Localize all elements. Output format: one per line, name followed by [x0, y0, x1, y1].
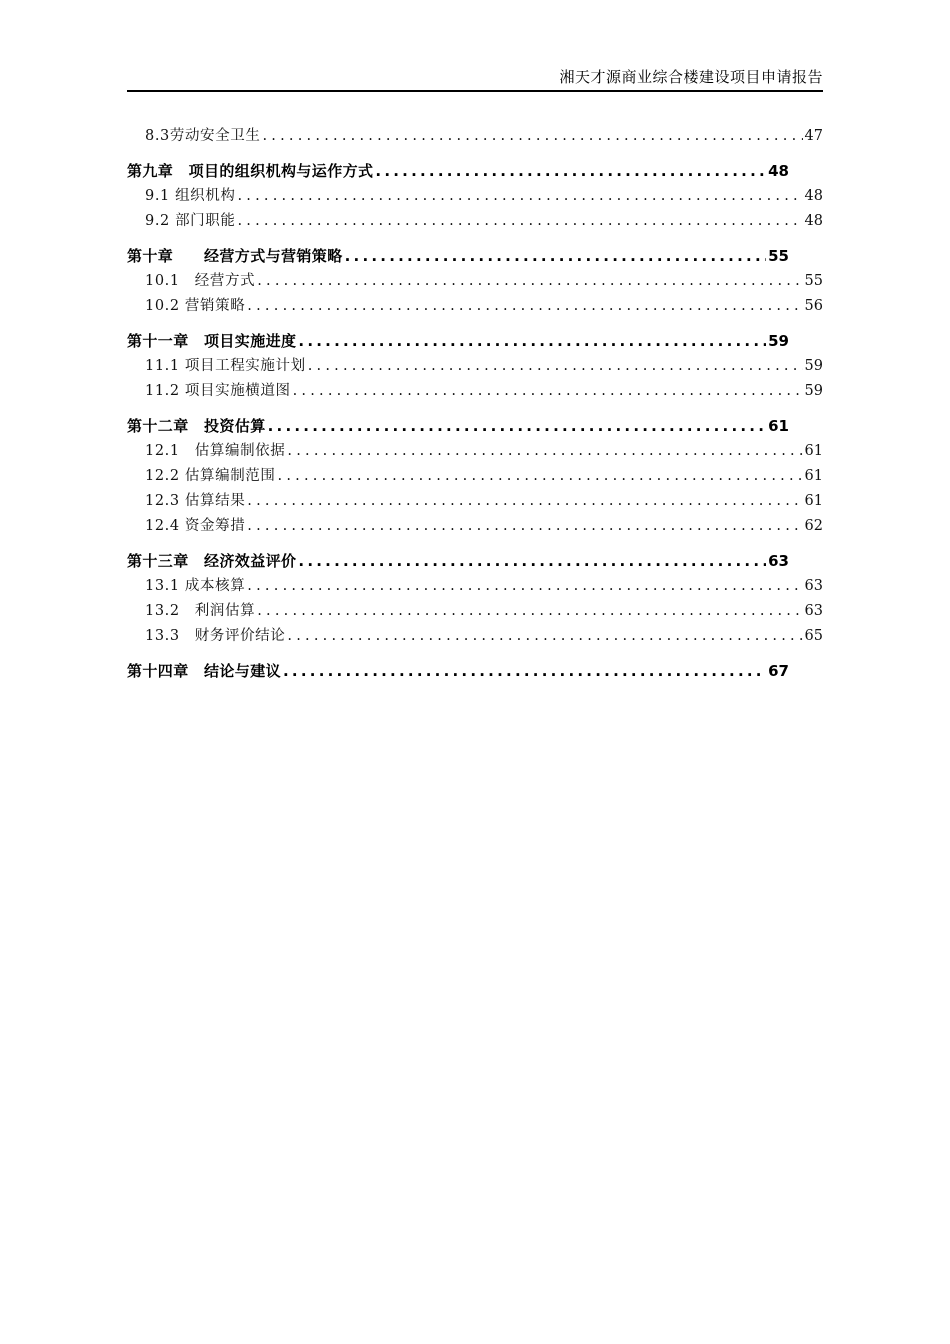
- toc-chapter-entry[interactable]: [127, 329, 789, 354]
- toc-entry-label: 第十一章 项目实施进度: [127, 332, 297, 350]
- toc-entry-label: 13.3 财务评价结论: [145, 628, 286, 644]
- toc-entry-label: 13.2 利润估算: [145, 603, 256, 619]
- toc-section-entry[interactable]: [145, 354, 823, 379]
- toc-entry-label: 10.1 经营方式: [145, 273, 256, 289]
- toc-section-entry[interactable]: [145, 124, 823, 149]
- toc-dot-leader: [247, 489, 802, 514]
- toc-entry-page-number: 61: [768, 417, 789, 435]
- toc-section-entry[interactable]: [145, 379, 823, 404]
- toc-entry-page-number: 56: [804, 298, 823, 314]
- toc-entry-page-number: 55: [804, 273, 823, 289]
- document-title: 湘天才源商业综合楼建设项目申请报告: [559, 68, 823, 86]
- toc-entry-label: 11.1 项目工程实施计划: [145, 358, 306, 374]
- toc-section-entry[interactable]: [145, 294, 823, 319]
- toc-dot-leader: [237, 184, 802, 209]
- toc-entry-label: 8.3劳动安全卫生: [145, 128, 261, 144]
- toc-entry-label: 第十三章 经济效益评价: [127, 552, 297, 570]
- toc-chapter-entry[interactable]: [127, 244, 789, 269]
- toc-entry-label: 第十四章 结论与建议: [127, 662, 282, 680]
- toc-section-entry[interactable]: [145, 489, 823, 514]
- toc-section-entry[interactable]: [145, 574, 823, 599]
- toc-dot-leader: [257, 599, 802, 624]
- toc-entry-label: 13.1 成本核算: [145, 578, 246, 594]
- toc-entry-page-number: 65: [804, 628, 823, 644]
- toc-section-entry[interactable]: [145, 209, 823, 234]
- toc-dot-leader: [298, 549, 766, 574]
- toc-dot-leader: [287, 624, 802, 649]
- toc-dot-leader: [257, 269, 802, 294]
- toc-dot-leader: [278, 464, 803, 489]
- toc-chapter-entry[interactable]: [127, 659, 789, 684]
- toc-entry-label: 10.2 营销策略: [145, 298, 246, 314]
- toc-entry-page-number: 59: [804, 383, 823, 399]
- toc-entry-label: 11.2 项目实施横道图: [145, 383, 291, 399]
- toc-entry-label: 12.1 估算编制依据: [145, 443, 286, 459]
- toc-entry-page-number: 47: [804, 128, 823, 144]
- toc-entry-page-number: 61: [804, 493, 823, 509]
- toc-dot-leader: [345, 244, 767, 269]
- toc-dot-leader: [287, 439, 802, 464]
- toc-entry-page-number: 62: [804, 518, 823, 534]
- toc-section-entry[interactable]: [145, 514, 823, 539]
- toc-chapter-entry[interactable]: [127, 414, 789, 439]
- toc-entry-page-number: 63: [768, 552, 789, 570]
- toc-entry-page-number: 59: [804, 358, 823, 374]
- toc-section-entry[interactable]: [145, 464, 823, 489]
- toc-dot-leader: [262, 124, 802, 149]
- toc-dot-leader: [237, 209, 802, 234]
- toc-dot-leader: [308, 354, 803, 379]
- toc-entry-label: 9.1 组织机构: [145, 188, 236, 204]
- toc-entry-page-number: 48: [804, 188, 823, 204]
- toc-section-entry[interactable]: [145, 184, 823, 209]
- toc-entry-page-number: 48: [768, 162, 789, 180]
- toc-chapter-entry[interactable]: [127, 159, 789, 184]
- toc-dot-leader: [283, 659, 766, 684]
- toc-entry-label: 第十二章 投资估算: [127, 417, 266, 435]
- toc-dot-leader: [268, 414, 767, 439]
- toc-dot-leader: [298, 329, 766, 354]
- toc-dot-leader: [375, 159, 766, 184]
- toc-entry-page-number: 63: [804, 603, 823, 619]
- toc-dot-leader: [247, 574, 802, 599]
- page-header: [127, 64, 823, 92]
- toc-dot-leader: [247, 514, 802, 539]
- toc-entry-label: 12.4 资金筹措: [145, 518, 246, 534]
- toc-dot-leader: [247, 294, 802, 319]
- toc-entry-label: 12.2 估算编制范围: [145, 468, 276, 484]
- toc-section-entry[interactable]: [145, 599, 823, 624]
- toc-entry-label: 第十章 经营方式与营销策略: [127, 247, 343, 265]
- toc-entry-page-number: 59: [768, 332, 789, 350]
- toc-entry-page-number: 67: [768, 662, 789, 680]
- toc-chapter-entry[interactable]: [127, 549, 789, 574]
- toc-entry-label: 12.3 估算结果: [145, 493, 246, 509]
- toc-section-entry[interactable]: [145, 439, 823, 464]
- toc-entry-label: 9.2 部门职能: [145, 213, 236, 229]
- toc-entry-page-number: 61: [804, 468, 823, 484]
- toc-section-entry[interactable]: [145, 624, 823, 649]
- toc-entry-page-number: 63: [804, 578, 823, 594]
- table-of-contents: [127, 124, 823, 684]
- toc-section-entry[interactable]: [145, 269, 823, 294]
- toc-dot-leader: [293, 379, 803, 404]
- toc-entry-page-number: 48: [804, 213, 823, 229]
- toc-entry-label: 第九章 项目的组织机构与运作方式: [127, 162, 374, 180]
- toc-entry-page-number: 55: [768, 247, 789, 265]
- toc-entry-page-number: 61: [804, 443, 823, 459]
